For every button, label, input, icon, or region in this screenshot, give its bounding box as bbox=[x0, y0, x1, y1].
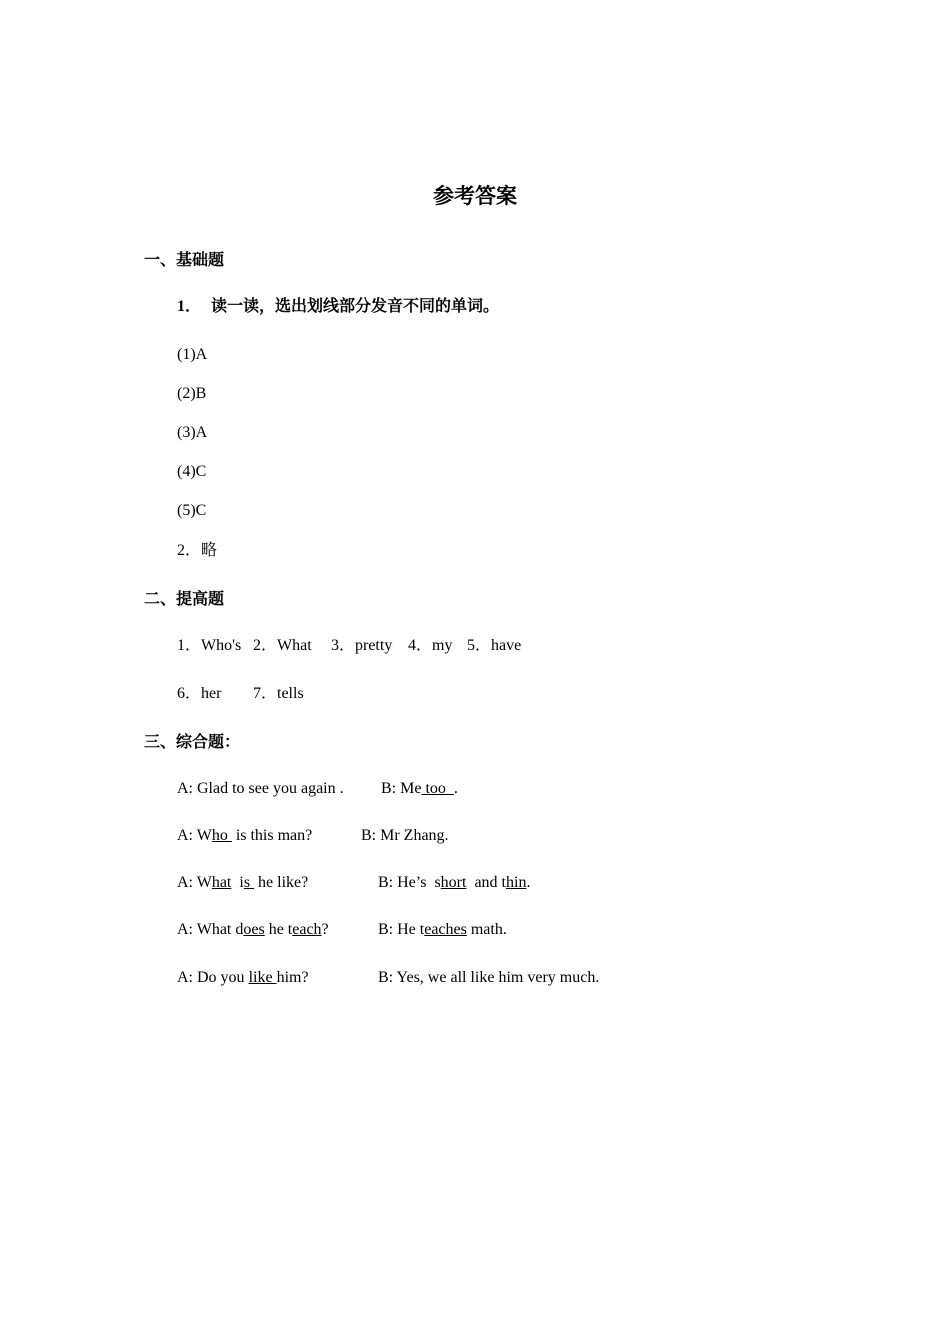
d1-b-end: . bbox=[453, 780, 458, 797]
d1-b-text: B: Me bbox=[381, 780, 422, 797]
d5-a-start: A: Do you bbox=[177, 969, 249, 986]
q1-instruction: 读一读，选出划线部分发音不同的单词。 bbox=[211, 298, 500, 315]
d5-a-end: him? bbox=[276, 969, 309, 986]
d3-a-underlined-1: hat bbox=[211, 874, 232, 891]
answer-2: (2)B bbox=[177, 385, 207, 402]
s2-answer-3: 3．pretty bbox=[331, 637, 393, 654]
d3-b-end: . bbox=[526, 874, 531, 891]
dialogue-4-a bbox=[177, 920, 329, 940]
d3-b-underlined-1: hort bbox=[440, 874, 467, 891]
d3-b-start: B: He’s s bbox=[378, 874, 441, 891]
dialogue-5-b: B: Yes, we all like him very much. bbox=[378, 969, 600, 986]
d4-a-mid: he t bbox=[264, 921, 293, 938]
d1-b-underlined: too bbox=[421, 780, 454, 797]
d1-a-text: A: Glad to see you again . bbox=[177, 780, 344, 797]
d3-a-mid: i bbox=[231, 874, 244, 891]
d4-b-end: math. bbox=[466, 921, 507, 938]
dialogue-2-b: B: Mr Zhang. bbox=[361, 827, 449, 844]
d3-a-start: A: W bbox=[177, 874, 212, 891]
dialogue-3-b bbox=[378, 873, 530, 893]
d4-a-start: A: What d bbox=[177, 921, 244, 938]
d2-a-start: A: W bbox=[177, 827, 212, 844]
d4-a-underlined-1: oes bbox=[243, 921, 265, 938]
d4-b-start: B: He t bbox=[378, 921, 425, 938]
d2-a-underlined: ho bbox=[211, 827, 232, 844]
d4-b-underlined: eaches bbox=[424, 921, 467, 938]
dialogue-3-a bbox=[177, 873, 308, 893]
q1-number: 1． bbox=[177, 298, 202, 315]
d3-a-underlined-2: s bbox=[243, 874, 255, 891]
s2-answer-1: 1．Who's bbox=[177, 637, 242, 654]
s2-answer-5: 5．have bbox=[467, 637, 522, 654]
answer-3: (3)A bbox=[177, 424, 208, 441]
d3-b-mid: and t bbox=[466, 874, 506, 891]
d3-b-underlined-2: hin bbox=[506, 874, 527, 891]
answer-1: (1)A bbox=[177, 346, 208, 363]
section1-heading: 一、基础题 bbox=[144, 252, 225, 269]
section3-heading: 三、综合题： bbox=[144, 734, 241, 751]
d4-a-end: ? bbox=[321, 921, 329, 938]
dialogue-1-b bbox=[381, 779, 458, 799]
page-title: 参考答案 bbox=[433, 184, 517, 208]
dialogue-2-a bbox=[177, 826, 312, 846]
d3-a-end: he like? bbox=[254, 874, 309, 891]
dialogue-5-a bbox=[177, 968, 309, 988]
answer-5: (5)C bbox=[177, 502, 207, 519]
dialogue-1-a bbox=[177, 779, 344, 799]
d2-a-end: is this man? bbox=[231, 827, 313, 844]
answer-4: (4)C bbox=[177, 463, 207, 480]
dialogue-4-b bbox=[378, 920, 507, 940]
d4-a-underlined-2: each bbox=[292, 921, 322, 938]
s2-answer-7: 7．tells bbox=[253, 685, 304, 702]
s2-answer-6: 6．her bbox=[177, 685, 222, 702]
s2-answer-2: 2．What bbox=[253, 637, 312, 654]
s2-answer-4: 4．my bbox=[408, 637, 453, 654]
d5-a-underlined: like bbox=[248, 969, 277, 986]
q2-answer: 2．略 bbox=[177, 542, 218, 559]
section2-heading: 二、提高题 bbox=[144, 591, 225, 608]
